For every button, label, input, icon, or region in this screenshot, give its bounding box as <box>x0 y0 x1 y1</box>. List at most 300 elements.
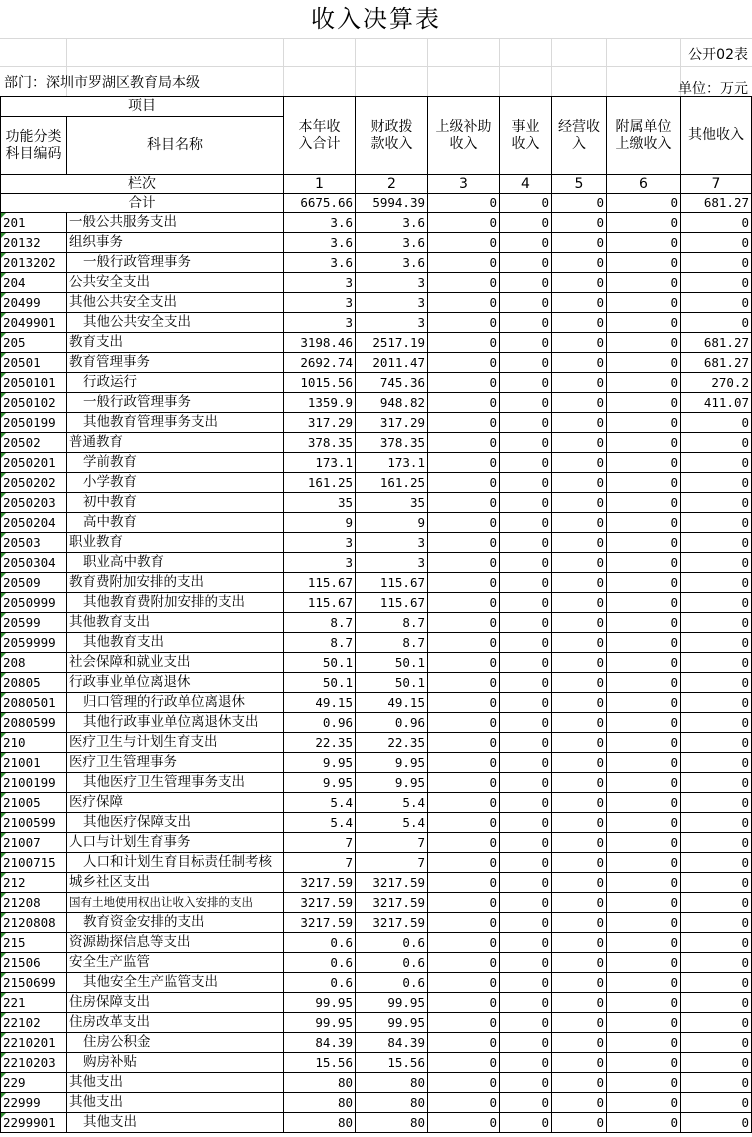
table-row <box>1 753 752 773</box>
value-cell: 0 <box>500 493 552 513</box>
value-cell: 7 <box>356 853 428 873</box>
value-cell: 0 <box>428 613 500 633</box>
value-cell: 0 <box>607 873 681 893</box>
value-cell: 0 <box>552 573 607 593</box>
cell-marker-icon <box>1 1073 6 1078</box>
value-cell: 0 <box>500 1113 552 1133</box>
value-cell: 0 <box>552 913 607 933</box>
value-cell: 0 <box>428 373 500 393</box>
table-row <box>1 733 752 753</box>
value-cell: 3217.59 <box>356 893 428 913</box>
value-cell: 2517.19 <box>356 333 428 353</box>
func-code: 2050201 <box>3 455 56 470</box>
value-cell: 9 <box>356 513 428 533</box>
value-cell: 0 <box>607 833 681 853</box>
value-cell: 0 <box>500 633 552 653</box>
value-cell: 0 <box>552 653 607 673</box>
subject-name: 住房公积金 <box>67 1033 284 1053</box>
value-cell: 0 <box>428 1013 500 1033</box>
func-code-cell <box>1 633 67 653</box>
value-cell: 3.6 <box>356 213 428 233</box>
value-cell: 0 <box>552 593 607 613</box>
value-cell: 3 <box>284 533 356 553</box>
value-cell: 161.25 <box>356 473 428 493</box>
value-cell: 0 <box>428 793 500 813</box>
value-cell: 0 <box>607 793 681 813</box>
value-cell: 0 <box>607 333 681 353</box>
subject-name: 初中教育 <box>67 493 284 513</box>
value-cell: 0 <box>428 953 500 973</box>
value-cell: 2011.47 <box>356 353 428 373</box>
value-cell: 0 <box>681 793 752 813</box>
cell-marker-icon <box>1 393 6 398</box>
func-code: 2150699 <box>3 975 56 990</box>
value-cell: 0 <box>552 273 607 293</box>
table-row <box>1 233 752 253</box>
value-cell: 0 <box>552 953 607 973</box>
value-cell: 80 <box>284 1093 356 1113</box>
value-cell: 0 <box>607 653 681 673</box>
func-code-cell <box>1 953 67 973</box>
subject-name: 教育费附加安排的支出 <box>67 573 284 593</box>
value-cell: 0 <box>607 493 681 513</box>
cell-marker-icon <box>1 1013 6 1018</box>
value-cell: 0 <box>607 453 681 473</box>
func-code-cell <box>1 753 67 773</box>
value-cell: 0 <box>681 773 752 793</box>
value-cell: 5.4 <box>356 793 428 813</box>
value-cell: 0.96 <box>284 713 356 733</box>
total-value: 0 <box>552 194 607 213</box>
table-row <box>1 453 752 473</box>
value-cell: 50.1 <box>356 673 428 693</box>
cell-marker-icon <box>1 973 6 978</box>
value-cell: 0 <box>500 233 552 253</box>
func-code-cell <box>1 893 67 913</box>
cell-marker-icon <box>1 373 6 378</box>
func-code-cell <box>1 613 67 633</box>
col-number: 3 <box>428 175 500 194</box>
value-cell: 3.6 <box>356 253 428 273</box>
value-cell: 0 <box>500 733 552 753</box>
value-cell: 0 <box>428 653 500 673</box>
value-cell: 0 <box>428 453 500 473</box>
value-cell: 15.56 <box>284 1053 356 1073</box>
cell-marker-icon <box>1 693 6 698</box>
value-cell: 0 <box>500 593 552 613</box>
table-row <box>1 953 752 973</box>
value-cell: 0 <box>552 733 607 753</box>
table-row <box>1 533 752 553</box>
value-cell: 99.95 <box>356 1013 428 1033</box>
value-cell: 0 <box>607 1033 681 1053</box>
header-other: 其他收入 <box>681 97 752 175</box>
func-code-cell <box>1 733 67 753</box>
col-number: 4 <box>500 175 552 194</box>
value-cell: 0 <box>500 573 552 593</box>
value-cell: 99.95 <box>284 993 356 1013</box>
cell-marker-icon <box>1 333 6 338</box>
value-cell: 0 <box>607 953 681 973</box>
value-cell: 0 <box>428 973 500 993</box>
table-row <box>1 693 752 713</box>
value-cell: 0 <box>607 993 681 1013</box>
value-cell: 0 <box>500 713 552 733</box>
subject-name: 其他支出 <box>67 1073 284 1093</box>
header-item: 项目 <box>1 97 284 117</box>
table-row <box>1 933 752 953</box>
value-cell: 0 <box>428 213 500 233</box>
value-cell: 0 <box>428 293 500 313</box>
subject-name: 其他安全生产监管支出 <box>67 973 284 993</box>
value-cell: 0 <box>607 693 681 713</box>
value-cell: 0 <box>552 233 607 253</box>
func-code-cell <box>1 653 67 673</box>
value-cell: 0 <box>607 933 681 953</box>
value-cell: 0 <box>500 913 552 933</box>
value-cell: 0 <box>428 313 500 333</box>
value-cell: 0 <box>552 473 607 493</box>
func-code: 229 <box>3 1075 26 1090</box>
value-cell: 9.95 <box>284 753 356 773</box>
col-number: 5 <box>552 175 607 194</box>
value-cell: 0 <box>500 513 552 533</box>
value-cell: 0 <box>607 813 681 833</box>
func-code-cell <box>1 593 67 613</box>
value-cell: 0 <box>500 253 552 273</box>
value-cell: 0 <box>607 613 681 633</box>
subject-name: 其他支出 <box>67 1093 284 1113</box>
cell-marker-icon <box>1 213 6 218</box>
value-cell: 0 <box>607 373 681 393</box>
cell-marker-icon <box>1 653 6 658</box>
table-row <box>1 633 752 653</box>
subject-name: 归口管理的行政单位离退休 <box>67 693 284 713</box>
func-code-cell <box>1 473 67 493</box>
value-cell: 0 <box>607 473 681 493</box>
value-cell: 0 <box>681 653 752 673</box>
cell-marker-icon <box>1 313 6 318</box>
table-row <box>1 1053 752 1073</box>
table-row <box>1 813 752 833</box>
func-code: 2013202 <box>3 255 56 270</box>
header-func-code: 功能分类科目编码 <box>1 117 67 175</box>
value-cell: 0 <box>552 1013 607 1033</box>
value-cell: 0 <box>607 1073 681 1093</box>
subject-name: 医疗保障 <box>67 793 284 813</box>
value-cell: 681.27 <box>681 333 752 353</box>
subject-name: 其他教育支出 <box>67 613 284 633</box>
cell-marker-icon <box>1 913 6 918</box>
value-cell: 378.35 <box>356 433 428 453</box>
value-cell: 3 <box>284 273 356 293</box>
cell-marker-icon <box>1 1053 6 1058</box>
value-cell: 0 <box>428 753 500 773</box>
value-cell: 0 <box>681 613 752 633</box>
value-cell: 0 <box>428 693 500 713</box>
value-cell: 0 <box>428 893 500 913</box>
value-cell: 0 <box>552 973 607 993</box>
table-row <box>1 853 752 873</box>
value-cell: 5.4 <box>284 793 356 813</box>
func-code: 2100199 <box>3 775 56 790</box>
func-code: 22102 <box>3 1015 41 1030</box>
table-row <box>1 593 752 613</box>
value-cell: 0.6 <box>356 933 428 953</box>
value-cell: 3217.59 <box>356 913 428 933</box>
value-cell: 22.35 <box>356 733 428 753</box>
func-code: 2050199 <box>3 415 56 430</box>
func-code-cell <box>1 993 67 1013</box>
value-cell: 317.29 <box>356 413 428 433</box>
value-cell: 0 <box>428 713 500 733</box>
subject-name: 其他医疗卫生管理事务支出 <box>67 773 284 793</box>
cell-marker-icon <box>1 793 6 798</box>
value-cell: 115.67 <box>356 593 428 613</box>
value-cell: 0 <box>428 1053 500 1073</box>
func-code: 204 <box>3 275 26 290</box>
subject-name: 教育管理事务 <box>67 353 284 373</box>
func-code: 2050999 <box>3 595 56 610</box>
subject-name: 住房保障支出 <box>67 993 284 1013</box>
value-cell: 0 <box>500 453 552 473</box>
value-cell: 0 <box>500 433 552 453</box>
func-code-cell <box>1 793 67 813</box>
value-cell: 0 <box>681 513 752 533</box>
value-cell: 0 <box>500 1033 552 1053</box>
value-cell: 49.15 <box>284 693 356 713</box>
value-cell: 173.1 <box>284 453 356 473</box>
cell-marker-icon <box>1 253 6 258</box>
value-cell: 0 <box>428 393 500 413</box>
func-code-cell <box>1 253 67 273</box>
value-cell: 378.35 <box>284 433 356 453</box>
func-code: 20805 <box>3 675 41 690</box>
value-cell: 0 <box>552 773 607 793</box>
value-cell: 948.82 <box>356 393 428 413</box>
value-cell: 0 <box>552 393 607 413</box>
value-cell: 0 <box>681 273 752 293</box>
value-cell: 0 <box>681 313 752 333</box>
value-cell: 0 <box>428 1073 500 1093</box>
func-code-cell <box>1 393 67 413</box>
value-cell: 50.1 <box>356 653 428 673</box>
value-cell: 8.7 <box>356 633 428 653</box>
value-cell: 0 <box>681 1013 752 1033</box>
func-code: 21005 <box>3 795 41 810</box>
subject-name: 教育支出 <box>67 333 284 353</box>
func-code-cell <box>1 513 67 533</box>
value-cell: 0 <box>681 493 752 513</box>
value-cell: 3 <box>356 313 428 333</box>
subject-name: 购房补贴 <box>67 1053 284 1073</box>
value-cell: 0 <box>552 673 607 693</box>
value-cell: 50.1 <box>284 653 356 673</box>
value-cell: 0 <box>500 813 552 833</box>
func-code-cell <box>1 333 67 353</box>
value-cell: 0 <box>681 933 752 953</box>
table-row <box>1 553 752 573</box>
cell-marker-icon <box>1 713 6 718</box>
value-cell: 317.29 <box>284 413 356 433</box>
value-cell: 0.6 <box>284 973 356 993</box>
func-code: 2049901 <box>3 315 56 330</box>
value-cell: 0 <box>500 273 552 293</box>
cell-marker-icon <box>1 753 6 758</box>
value-cell: 1015.56 <box>284 373 356 393</box>
value-cell: 80 <box>356 1093 428 1113</box>
value-cell: 0 <box>552 1053 607 1073</box>
table-row <box>1 1073 752 1093</box>
value-cell: 0 <box>552 853 607 873</box>
value-cell: 0 <box>607 853 681 873</box>
value-cell: 0 <box>552 253 607 273</box>
cell-marker-icon <box>1 773 6 778</box>
value-cell: 0 <box>428 353 500 373</box>
value-cell: 270.2 <box>681 373 752 393</box>
value-cell: 161.25 <box>284 473 356 493</box>
func-code-cell <box>1 493 67 513</box>
value-cell: 0 <box>500 853 552 873</box>
value-cell: 0 <box>681 433 752 453</box>
value-cell: 0 <box>681 893 752 913</box>
value-cell: 0 <box>681 953 752 973</box>
value-cell: 0 <box>500 1073 552 1093</box>
value-cell: 0 <box>607 633 681 653</box>
table-row <box>1 253 752 273</box>
func-code: 21007 <box>3 835 41 850</box>
value-cell: 0 <box>552 293 607 313</box>
cell-marker-icon <box>1 733 6 738</box>
subject-name: 医疗卫生管理事务 <box>67 753 284 773</box>
value-cell: 0 <box>681 873 752 893</box>
value-cell: 0 <box>500 333 552 353</box>
value-cell: 0 <box>500 993 552 1013</box>
value-cell: 0 <box>552 893 607 913</box>
value-cell: 0 <box>428 533 500 553</box>
value-cell: 9.95 <box>284 773 356 793</box>
value-cell: 0 <box>500 973 552 993</box>
value-cell: 0.6 <box>284 933 356 953</box>
func-code-cell <box>1 293 67 313</box>
value-cell: 84.39 <box>284 1033 356 1053</box>
func-code: 20132 <box>3 235 41 250</box>
value-cell: 0 <box>500 953 552 973</box>
value-cell: 9.95 <box>356 753 428 773</box>
cell-marker-icon <box>1 273 6 278</box>
header-operating: 经营收入 <box>552 97 607 175</box>
value-cell: 3.6 <box>284 233 356 253</box>
subject-name: 一般行政管理事务 <box>67 253 284 273</box>
table-row <box>1 513 752 533</box>
subject-name: 一般行政管理事务 <box>67 393 284 413</box>
subject-name: 医疗卫生与计划生育支出 <box>67 733 284 753</box>
func-code-cell <box>1 873 67 893</box>
value-cell: 0 <box>681 233 752 253</box>
value-cell: 0 <box>607 293 681 313</box>
value-cell: 0 <box>681 713 752 733</box>
value-cell: 0.96 <box>356 713 428 733</box>
value-cell: 0 <box>428 593 500 613</box>
value-cell: 0 <box>500 393 552 413</box>
value-cell: 115.67 <box>284 573 356 593</box>
table-row <box>1 893 752 913</box>
func-code: 21208 <box>3 895 41 910</box>
value-cell: 3.6 <box>284 213 356 233</box>
func-code: 212 <box>3 875 26 890</box>
value-cell: 0 <box>552 553 607 573</box>
cell-marker-icon <box>1 833 6 838</box>
total-value: 0 <box>428 194 500 213</box>
table-row <box>1 1013 752 1033</box>
func-code: 210 <box>3 735 26 750</box>
func-code: 20502 <box>3 435 41 450</box>
subject-name: 组织事务 <box>67 233 284 253</box>
table-row <box>1 653 752 673</box>
func-code: 2210203 <box>3 1055 56 1070</box>
value-cell: 0 <box>500 893 552 913</box>
cell-marker-icon <box>1 953 6 958</box>
value-cell: 0 <box>500 293 552 313</box>
func-code-cell <box>1 553 67 573</box>
value-cell: 0 <box>428 573 500 593</box>
func-code: 2050101 <box>3 375 56 390</box>
func-code-cell <box>1 1033 67 1053</box>
value-cell: 0 <box>681 593 752 613</box>
value-cell: 3 <box>356 533 428 553</box>
value-cell: 0 <box>607 733 681 753</box>
subject-name: 其他教育管理事务支出 <box>67 413 284 433</box>
value-cell: 0 <box>552 213 607 233</box>
value-cell: 8.7 <box>284 613 356 633</box>
value-cell: 0 <box>607 533 681 553</box>
value-cell: 0 <box>428 473 500 493</box>
subject-name: 社会保障和就业支出 <box>67 653 284 673</box>
value-cell: 0 <box>607 353 681 373</box>
subject-name: 安全生产监管 <box>67 953 284 973</box>
value-cell: 0 <box>681 1113 752 1133</box>
subject-name: 其他教育支出 <box>67 633 284 653</box>
value-cell: 0 <box>681 253 752 273</box>
subject-name: 一般公共服务支出 <box>67 213 284 233</box>
subject-name: 小学教育 <box>67 473 284 493</box>
col-number: 6 <box>607 175 681 194</box>
table-row <box>1 373 752 393</box>
total-value: 6675.66 <box>284 194 356 213</box>
value-cell: 0 <box>681 813 752 833</box>
value-cell: 0 <box>552 1093 607 1113</box>
value-cell: 0 <box>552 333 607 353</box>
header-column-order: 栏次 <box>1 175 284 194</box>
value-cell: 0 <box>500 213 552 233</box>
table-row <box>1 873 752 893</box>
value-cell: 0 <box>552 613 607 633</box>
cell-marker-icon <box>1 1113 6 1118</box>
value-cell: 0 <box>500 533 552 553</box>
value-cell: 0 <box>681 633 752 653</box>
cell-marker-icon <box>1 853 6 858</box>
doc-code: 公开02表 <box>688 47 748 63</box>
func-code: 2299901 <box>3 1115 56 1130</box>
func-code-cell <box>1 213 67 233</box>
value-cell: 0 <box>681 973 752 993</box>
value-cell: 3 <box>284 293 356 313</box>
cell-marker-icon <box>1 1093 6 1098</box>
value-cell: 0 <box>428 253 500 273</box>
func-code: 20599 <box>3 615 41 630</box>
value-cell: 0 <box>500 1093 552 1113</box>
value-cell: 0 <box>607 213 681 233</box>
